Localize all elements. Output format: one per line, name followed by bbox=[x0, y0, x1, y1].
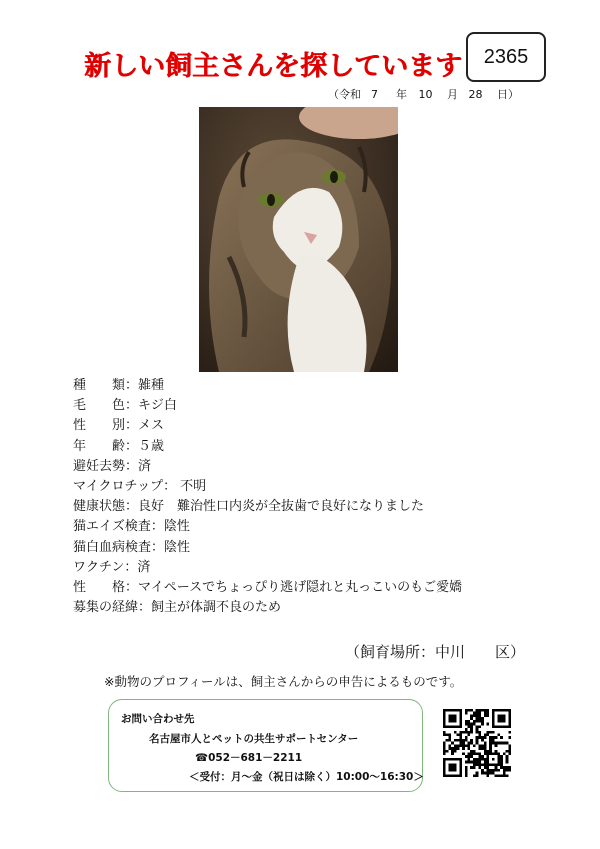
date-day: 28 bbox=[468, 88, 483, 101]
profile-row-health bbox=[73, 497, 573, 517]
profile-row-coat bbox=[73, 396, 573, 416]
row-label: 募集の経緯： bbox=[73, 600, 152, 616]
row-value: キジ白 bbox=[138, 398, 177, 414]
profile-note: ※動物のプロフィールは、飼主さんからの申告によるものです。 bbox=[104, 674, 463, 689]
row-value: 陰性 bbox=[164, 539, 191, 555]
row-label: 性 格： bbox=[73, 579, 139, 595]
row-value: 済 bbox=[137, 559, 151, 575]
row-label: 年 齢： bbox=[73, 438, 139, 454]
qr-code-graphic bbox=[443, 709, 511, 777]
profile-row-age bbox=[73, 437, 573, 457]
row-value: 雑種 bbox=[138, 378, 165, 393]
row-value: メス bbox=[138, 418, 165, 434]
row-label: マイクロチップ： bbox=[73, 478, 177, 494]
profile-row-sex bbox=[73, 416, 573, 436]
date-era: （令和 bbox=[328, 88, 361, 101]
profile-row-reason bbox=[73, 598, 573, 618]
row-label: 健康状態： bbox=[73, 499, 139, 515]
row-value: 良好 難治性口内炎が全抜歯で良好になりました bbox=[138, 499, 425, 515]
contact-hours: ＜受付：月～金（祝日は除く）10:00～16:30＞ bbox=[189, 771, 424, 783]
page-title: 新しい飼主さんを探しています bbox=[84, 51, 462, 82]
row-label: 猫エイズ検査： bbox=[73, 519, 164, 535]
id-number-box: 2365 bbox=[466, 32, 546, 82]
profile-row-microchip bbox=[73, 477, 573, 497]
row-value: 不明 bbox=[180, 478, 207, 494]
date-year-unit: 年 bbox=[396, 88, 407, 101]
profile-row-breed bbox=[73, 376, 573, 396]
date-month-unit: 月 bbox=[447, 88, 458, 101]
row-value: 陰性 bbox=[163, 519, 190, 535]
profile-row-personality bbox=[73, 578, 573, 598]
cat-photo-icon bbox=[199, 107, 398, 372]
date-year: 7 bbox=[371, 88, 378, 101]
row-value: 済 bbox=[138, 458, 152, 474]
contact-organization: 名古屋市人とペットの共生サポートセンター bbox=[149, 733, 359, 745]
date-month: 10 bbox=[418, 88, 433, 101]
row-value: ５歳 bbox=[138, 438, 165, 454]
row-label: 性 別： bbox=[73, 418, 139, 434]
profile-row-spay bbox=[73, 457, 573, 477]
row-label: 猫白血病検査： bbox=[73, 539, 165, 555]
profile-row-vaccine bbox=[73, 558, 573, 578]
date-day-unit: 日） bbox=[497, 88, 519, 101]
profile-row-fiv bbox=[73, 517, 573, 537]
row-value: マイペースでちょっぴり逃げ隠れと丸っこいのもご愛嬌 bbox=[138, 579, 463, 595]
profile-list bbox=[73, 376, 573, 618]
location-text: （飼育場所：中川 区） bbox=[345, 643, 526, 661]
profile-row-felv bbox=[73, 538, 573, 558]
qr-code-icon[interactable] bbox=[443, 709, 511, 777]
row-label: ワクチン： bbox=[73, 559, 138, 575]
contact-phone[interactable]: ☎052－681－2211 bbox=[195, 752, 303, 764]
row-label: 毛 色： bbox=[73, 398, 139, 414]
cat-photo bbox=[199, 107, 398, 372]
row-label: 種 類： bbox=[73, 378, 139, 393]
contact-heading: お問い合わせ先 bbox=[121, 713, 195, 725]
row-value: 飼主が体調不良のため bbox=[151, 600, 282, 616]
posting-date bbox=[328, 86, 519, 102]
row-label: 避妊去勢： bbox=[73, 458, 139, 474]
contact-box bbox=[108, 699, 423, 792]
